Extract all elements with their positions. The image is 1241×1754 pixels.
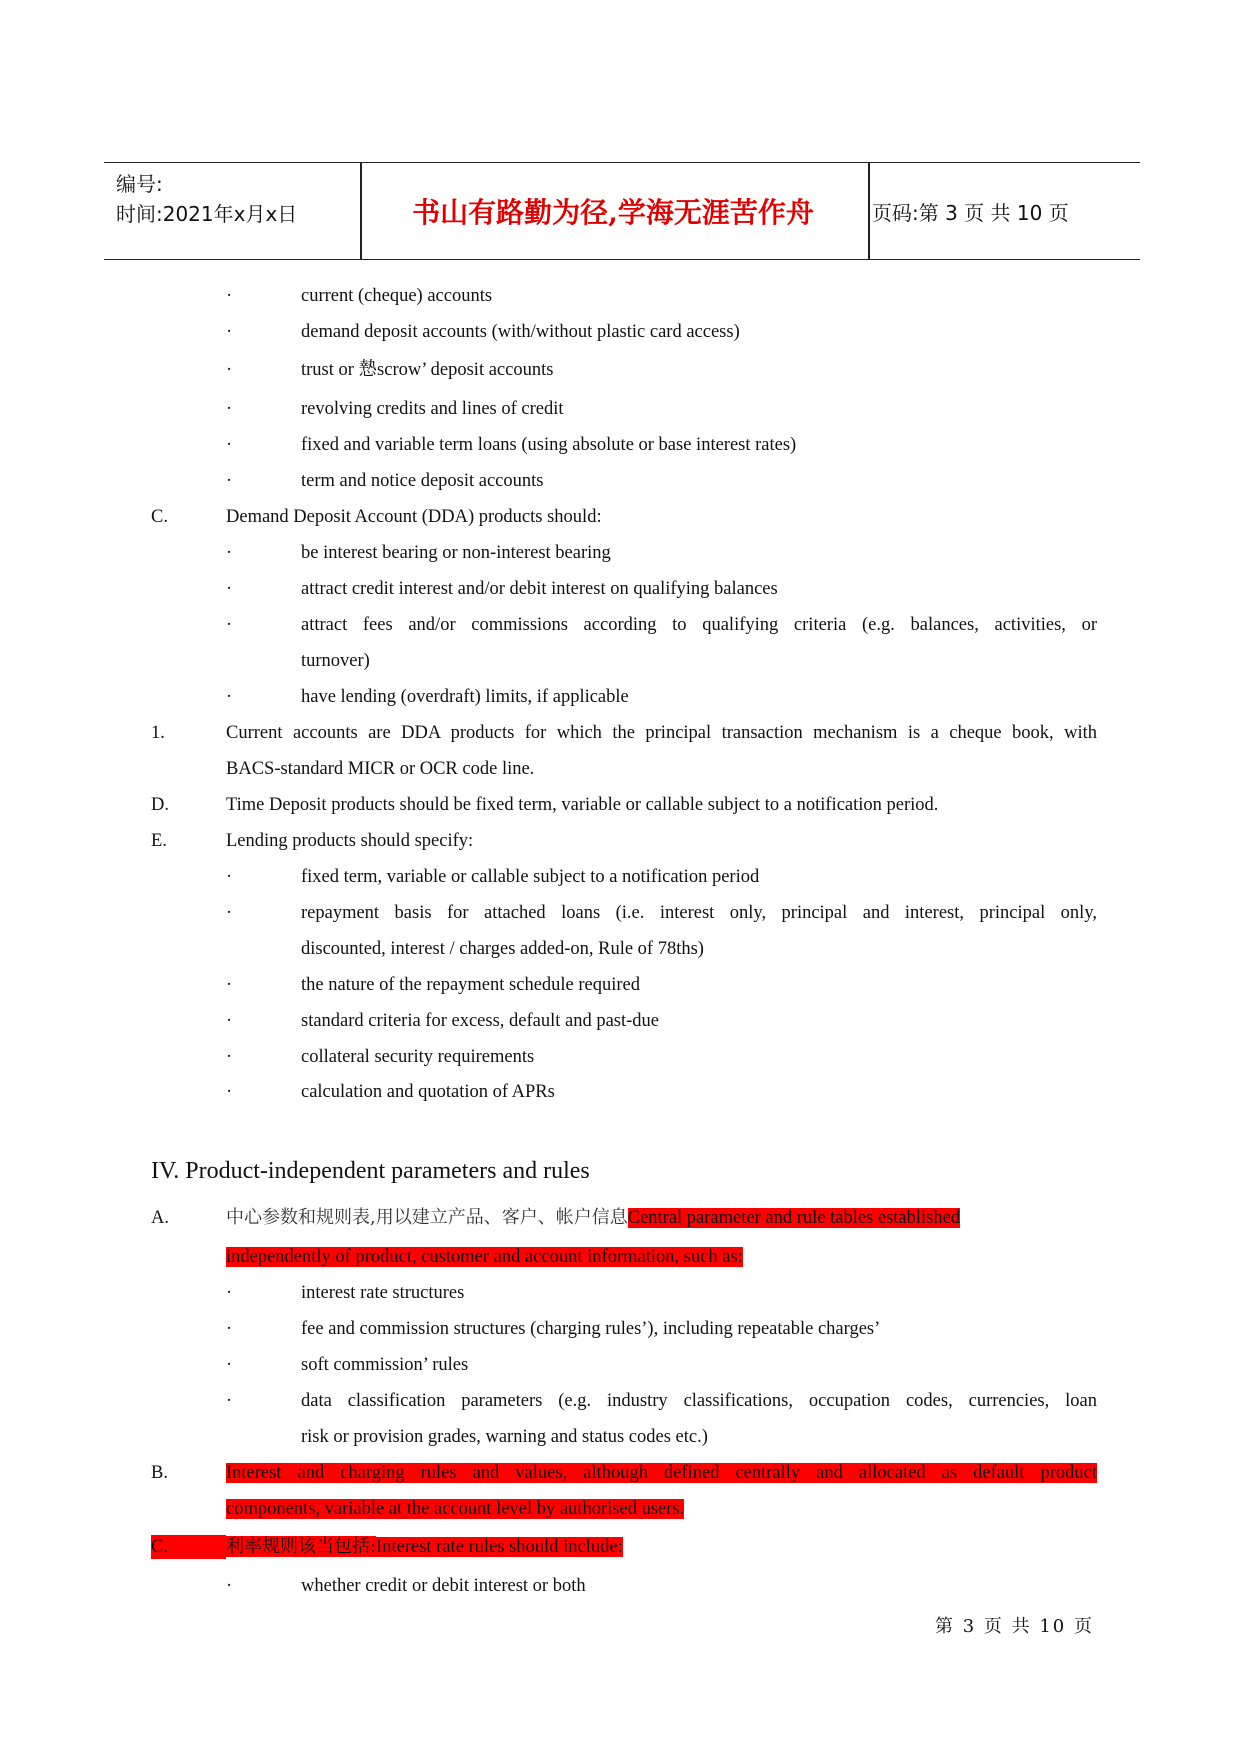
list-item: attract credit interest and/or debit interest on qualifying balances (301, 579, 778, 599)
bullet: · (226, 1391, 233, 1411)
bullet: · (226, 615, 233, 635)
section-text (226, 1461, 1097, 1485)
list-item: current (cheque) accounts (301, 286, 493, 306)
list-item: standard criteria for excess, default and past-due (301, 1011, 660, 1031)
header-page-code: 页码:第 3 页 共 10 页 (872, 200, 1069, 225)
list-item: fee and commission structures (charging rules’), including repeatable charges’ (301, 1319, 881, 1339)
bullet: · (226, 399, 233, 419)
section-text-continuation: BACS-standard MICR or OCR code line. (226, 759, 535, 779)
list-item: collateral security requirements (301, 1047, 535, 1067)
section-label: 1. (151, 723, 165, 743)
time-label: 时间:2021年x月x日 (116, 202, 298, 226)
header-divider (360, 163, 362, 259)
list-item: attract fees and/or commissions according to qualifying criteria (e.g. balances, activities, or (301, 615, 1097, 635)
highlighted-text: Interest rate rules should include: (376, 1537, 623, 1557)
list-item: soft commission’ rules (301, 1355, 469, 1375)
section-text-continuation (226, 1497, 684, 1521)
list-item: be interest bearing or non-interest bearing (301, 543, 611, 563)
bullet: · (226, 360, 233, 380)
chinese-text: 中心参数和规则表,用以建立产品、客户、帐户信息 (226, 1207, 628, 1228)
bullet: · (226, 322, 233, 342)
list-item: trust or 慹scrow’ deposit accounts (301, 360, 554, 380)
section-text (226, 1206, 960, 1230)
header-motto: 书山有路勤为径,学海无涯苦作舟 (412, 196, 814, 229)
section-text-continuation (226, 1245, 743, 1269)
bullet: · (226, 1011, 233, 1031)
bullet: · (226, 903, 233, 923)
bullet: · (226, 975, 233, 995)
bullet: · (226, 1082, 233, 1102)
highlighted-text: independently of product, customer and account information, such as: (226, 1247, 743, 1267)
section-text: Time Deposit products should be fixed term, variable or callable subject to a notification period. (226, 795, 939, 815)
bullet: · (226, 1576, 233, 1596)
section-heading: IV. Product-independent parameters and rules (151, 1158, 590, 1184)
chinese-text: 利率规则该当包括: (226, 1536, 377, 1557)
bullet: · (226, 1319, 233, 1339)
section-label: B. (151, 1463, 168, 1483)
section-label: D. (151, 795, 169, 815)
page-footer: 第 3 页 共 10 页 (935, 1616, 1094, 1637)
bullet: · (226, 543, 233, 563)
list-item: whether credit or debit interest or both (301, 1576, 586, 1596)
list-item: revolving credits and lines of credit (301, 399, 564, 419)
highlighted-text: Interest and charging rules and values, although defined centrally and allocated as default product (226, 1463, 1097, 1483)
bullet: · (226, 286, 233, 306)
bullet: · (226, 1283, 233, 1303)
bullet: · (226, 1355, 233, 1375)
list-item: interest rate structures (301, 1283, 465, 1303)
number-label: 编号: (116, 172, 163, 196)
highlighted-label: C. (151, 1535, 226, 1559)
bullet: · (226, 867, 233, 887)
bullet: · (226, 1047, 233, 1067)
list-item-continuation: turnover) (301, 651, 370, 671)
section-text: Lending products should specify: (226, 831, 474, 851)
highlighted-text: components, variable at the account level by authorised users. (226, 1499, 685, 1519)
section-text: Demand Deposit Account (DDA) products should: (226, 507, 602, 527)
list-item: calculation and quotation of APRs (301, 1082, 555, 1102)
bullet: · (226, 579, 233, 599)
list-item: fixed term, variable or callable subject to a notification period (301, 867, 760, 887)
page-header (104, 162, 1140, 260)
list-item: the nature of the repayment schedule required (301, 975, 641, 995)
list-item-continuation: discounted, interest / charges added-on, Rule of 78ths) (301, 939, 704, 959)
bullet: · (226, 435, 233, 455)
list-item: fixed and variable term loans (using absolute or base interest rates) (301, 435, 797, 455)
bullet: · (226, 687, 233, 707)
header-meta (116, 169, 371, 253)
highlighted-text: Central parameter and rule tables established (627, 1208, 961, 1228)
list-item: have lending (overdraft) limits, if applicable (301, 687, 629, 707)
section-label: C. (151, 507, 168, 527)
list-item: repayment basis for attached loans (i.e. interest only, principal and interest, principal only, (301, 903, 1097, 923)
section-text (226, 1535, 623, 1559)
section-label: A. (151, 1208, 169, 1228)
list-item: term and notice deposit accounts (301, 471, 544, 491)
section-text: Current accounts are DDA products for which the principal transaction mechanism is a cheque book, with (226, 723, 1097, 743)
header-divider (868, 163, 870, 259)
list-item-continuation: risk or provision grades, warning and status codes etc.) (301, 1427, 708, 1447)
list-item: data classification parameters (e.g. industry classifications, occupation codes, currencies, loan (301, 1391, 1097, 1411)
section-label: E. (151, 831, 167, 851)
bullet: · (226, 471, 233, 491)
list-item: demand deposit accounts (with/without plastic card access) (301, 322, 740, 342)
